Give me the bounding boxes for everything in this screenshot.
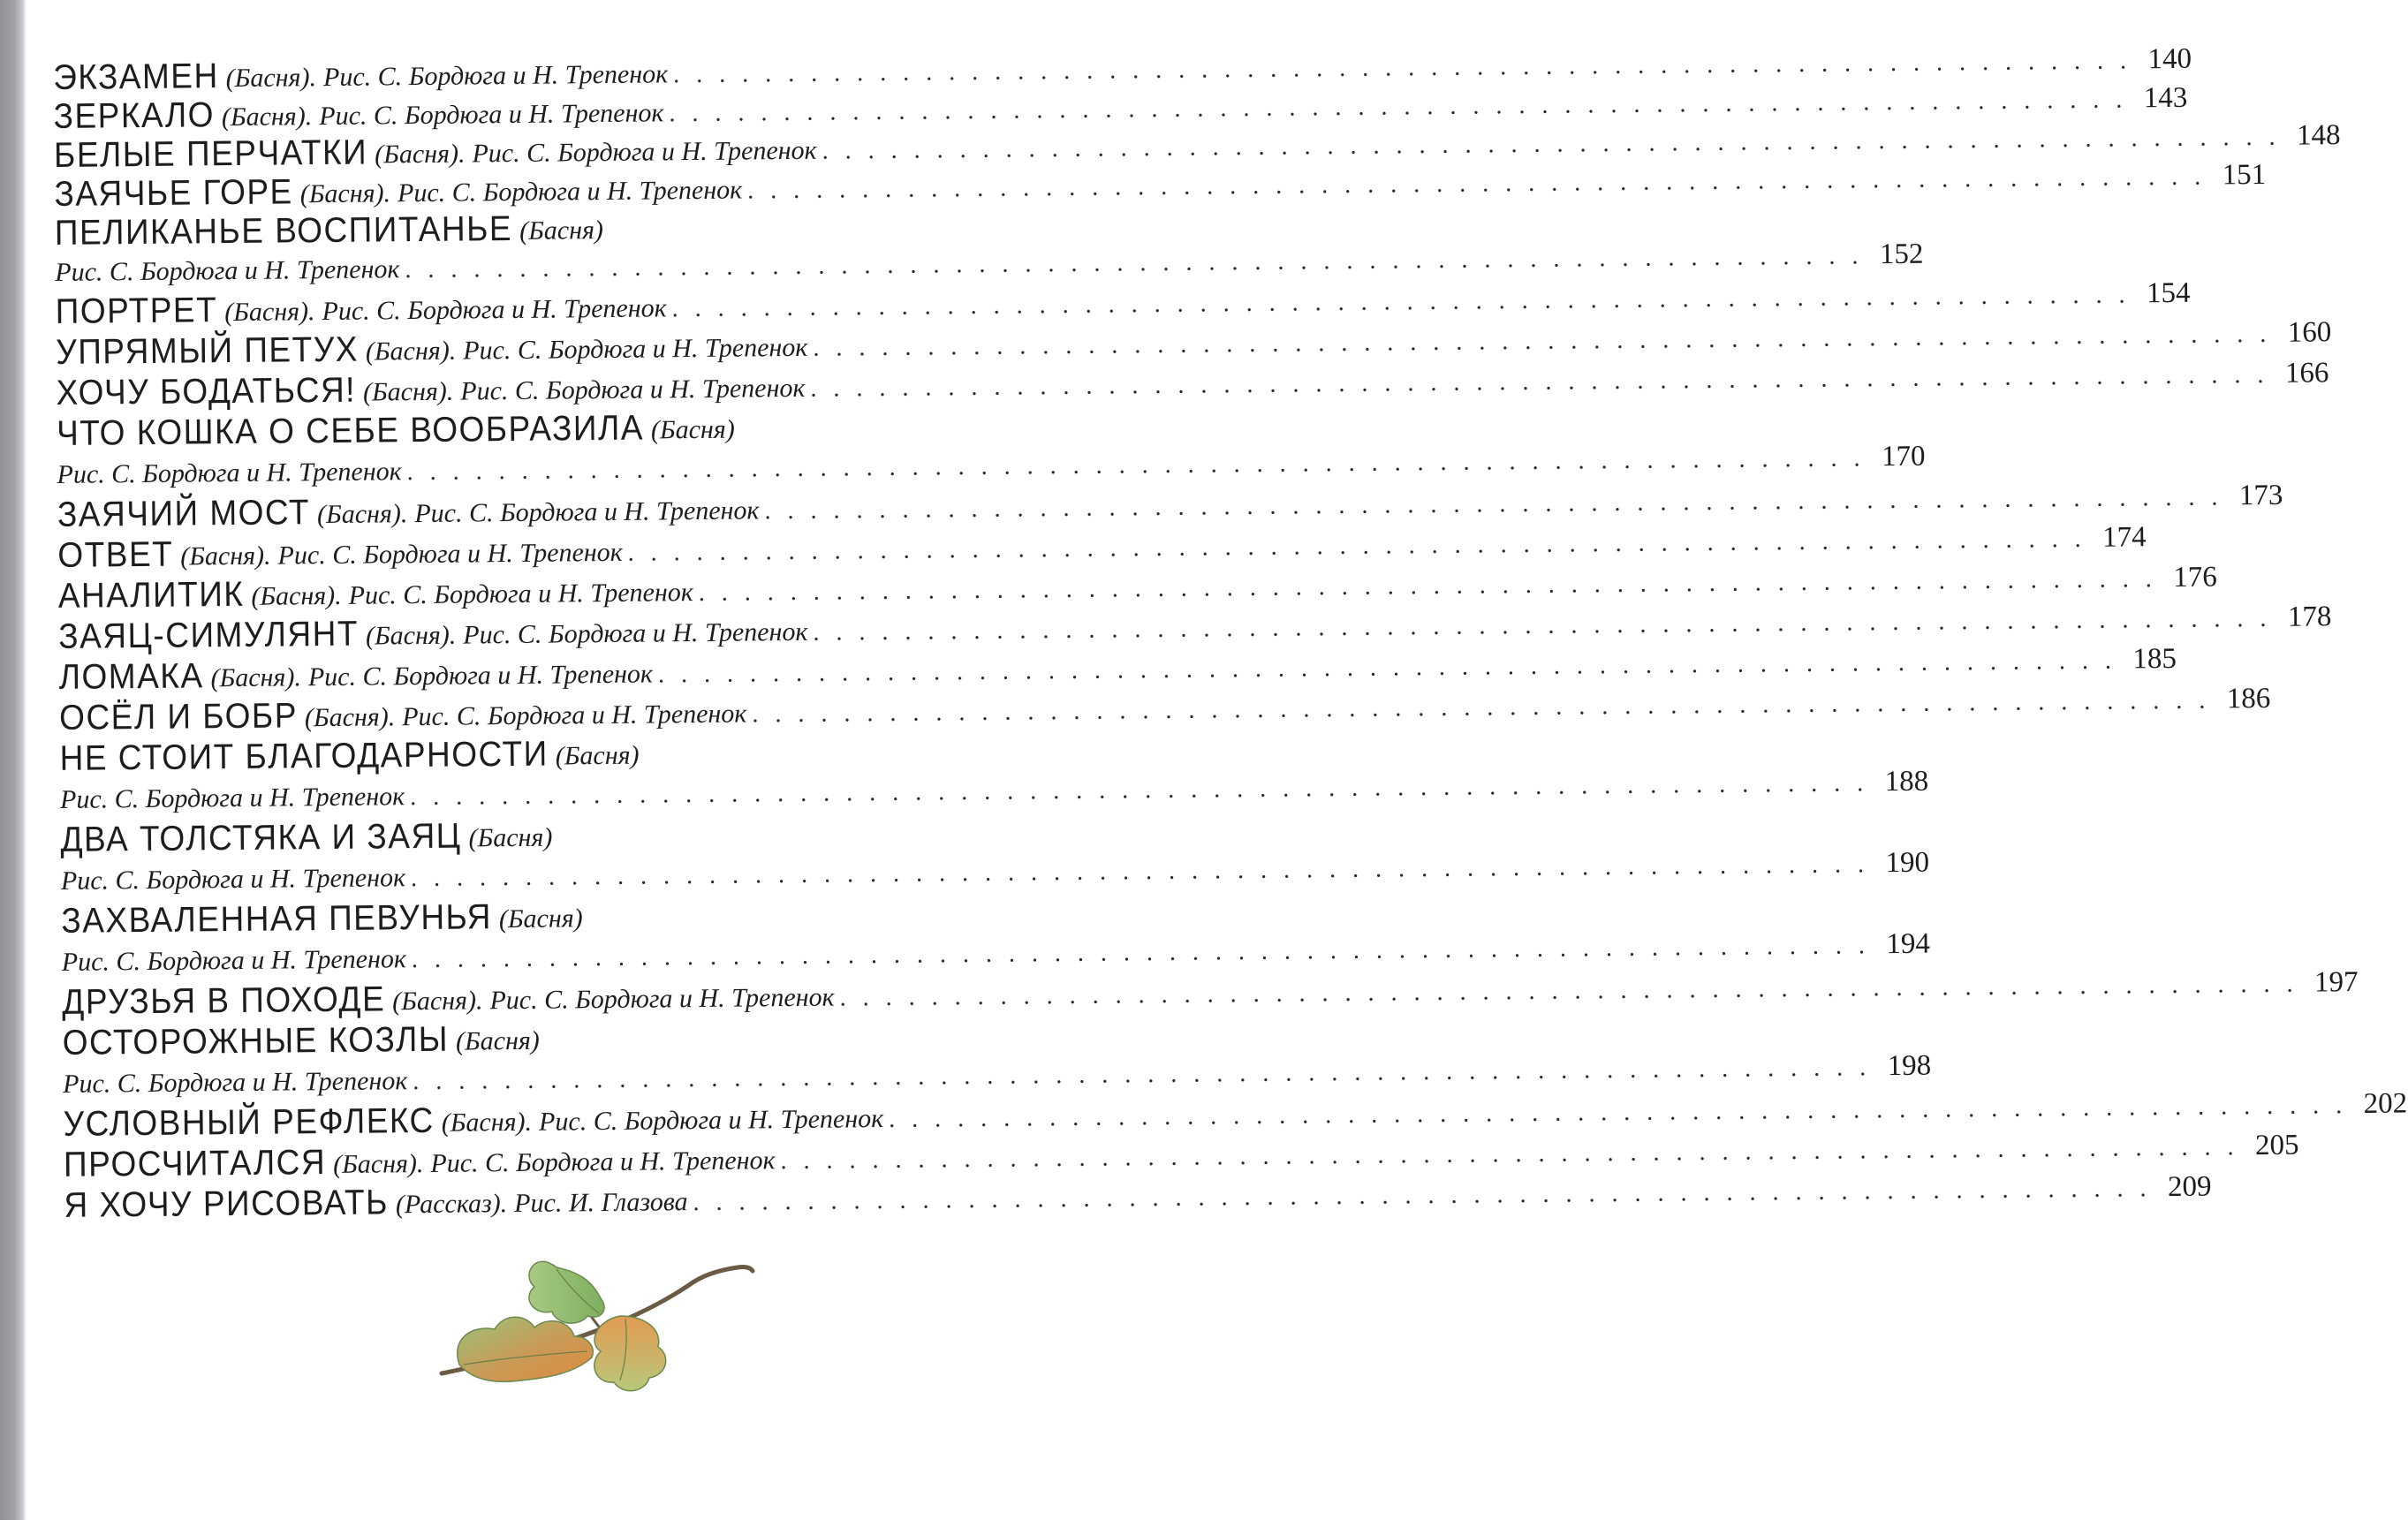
leader-dots: . . . . . . . . . . . . . . . . . . . . . . . . . . . . . . . . . . . . . . . . . . . . . . . . . . . . . . . . . . . . . . . .: [813, 320, 2272, 362]
entry-credit: Рис. С. Бордюга и Н. Трепенок: [55, 254, 400, 287]
entry-credit: Рис. И. Глазова: [514, 1187, 688, 1219]
leader-dots: . . . . . . . . . . . . . . . . . . . . . . . . . . . . . . . . . . . . . . . . . . . . . . . . . . . . . . . . . . . . . . . .: [813, 604, 2272, 647]
leader-dots: . . . . . . . . . . . . . . . . . . . . . . . . . . . . . . . . . . . . . . . . . . . . . . . . . . . . . . . . . . . . . . . .: [410, 851, 1870, 893]
entry-title: НЕ СТОИТ БЛАГОДАРНОСТИ: [59, 733, 549, 778]
oak-leaf: [529, 1261, 604, 1323]
toc-entry: [57, 479, 2283, 535]
oak-leaf: [458, 1317, 594, 1381]
entry-title: ОСЁЛ И БОБР: [58, 695, 299, 737]
table-of-contents: [52, 42, 2408, 1226]
leader-dots: . . . . . . . . . . . . . . . . . . . . . . . . . . . . . . . . . . . . . . . . . . . . . . . . . . . . . . . . . . . . . . . .: [413, 1054, 1872, 1096]
toc-entry: [64, 1170, 2212, 1226]
leader-dots: . . . . . . . . . . . . . . . . . . . . . . . . . . . . . . . . . . . . . . . . . . . . . . . . . . . . . . . . . . . . . . . .: [411, 932, 1871, 974]
entry-page: 151: [2222, 158, 2267, 192]
entry-title: ЗАЯЧЬЕ ГОРЕ: [54, 171, 293, 214]
entry-page: 148: [2296, 119, 2341, 152]
entry-credit: Рис. С. Бордюга и Н. Трепенок: [60, 863, 406, 896]
leader-dots: . . . . . . . . . . . . . . . . . . . . . . . . . . . . . . . . . . . . . . . . . . . . . . . . . . . . . . . . . . . . . . . .: [627, 525, 2086, 567]
entry-page: 209: [2167, 1170, 2212, 1204]
entry-genre: (Басня).: [224, 297, 315, 328]
entry-page: 205: [2254, 1129, 2299, 1162]
entry-title: ЧТО КОШКА О СЕБЕ ВООБРАЗИЛА: [56, 407, 645, 453]
entry-credit: Рис. С. Бордюга и Н. Трепенок: [61, 944, 407, 977]
leader-dots: . . . . . . . . . . . . . . . . . . . . . . . . . . . . . . . . . . . . . . . . . . . . . . . . . . . . . . . . . . . . . . . .: [822, 123, 2281, 165]
entry-page: 202: [2363, 1087, 2408, 1120]
entry-genre: (Басня).: [299, 178, 391, 209]
toc-entry: [54, 158, 2267, 214]
entry-title: УПРЯМЫЙ ПЕТУХ: [55, 329, 360, 372]
entry-title: ЗАЯЧИЙ МОСТ: [57, 492, 311, 534]
toc-entry: [57, 561, 2217, 616]
entry-title: ОТВЕТ: [57, 534, 174, 575]
entry-genre: (Басня).: [316, 499, 408, 530]
entry-page: 190: [1885, 846, 1930, 880]
entry-title: ПОРТРЕТ: [55, 290, 218, 331]
entry-genre: (Басня): [555, 740, 640, 771]
entry-genre: (Басня).: [392, 986, 483, 1017]
leader-dots: . . . . . . . . . . . . . . . . . . . . . . . . . . . . . . . . . . . . . . . . . . . . . . . . . . . . . . . . . . . . . . . .: [693, 1175, 2152, 1217]
entry-page: 174: [2101, 521, 2147, 554]
entry-genre: (Басня): [650, 414, 735, 445]
leader-dots: . . . . . . . . . . . . . . . . . . . . . . . . . . . . . . . . . . . . . . . . . . . . . . . . . . . . . . . . . . . . . . . .: [889, 1092, 2348, 1133]
leader-dots: . . . . . . . . . . . . . . . . . . . . . . . . . . . . . . . . . . . . . . . . . . . . . . . . . . . . . . . . . . . . . . . .: [669, 86, 2128, 128]
entry-page: 198: [1887, 1049, 1932, 1083]
toc-entry: [58, 601, 2332, 657]
leader-dots: . . . . . . . . . . . . . . . . . . . . . . . . . . . . . . . . . . . . . . . . . . . . . . . . . . . . . . . . . . . . . . . .: [810, 360, 2269, 403]
entry-title: ДРУЗЬЯ В ПОХОДЕ: [62, 979, 386, 1022]
entry-title: ЭКЗАМЕН: [52, 56, 219, 97]
entry-credit: Рис. С. Бордюга и Н. Трепенок: [460, 373, 806, 406]
entry-page: 143: [2143, 81, 2188, 115]
entry-genre: (Басня).: [441, 1107, 533, 1138]
toc-entry: [63, 1129, 2299, 1185]
entry-genre: (Басня): [455, 1025, 541, 1056]
entry-credit: Рис. С. Бордюга и Н. Трепенок: [322, 59, 669, 93]
entry-genre: (Басня).: [225, 63, 317, 94]
entry-genre: (Басня).: [365, 336, 457, 367]
entry-page: 186: [2226, 682, 2271, 715]
entry-title: ХОЧУ БОДАТЬСЯ!: [56, 370, 357, 412]
leader-dots: . . . . . . . . . . . . . . . . . . . . . . . . . . . . . . . . . . . . . . . . . . . . . . . . . . . . . . . . . . . . . . . .: [839, 970, 2298, 1012]
oak-leaf: [594, 1316, 666, 1391]
entry-page: 152: [1879, 238, 1924, 271]
entry-page: 140: [2147, 42, 2192, 76]
leader-dots: . . . . . . . . . . . . . . . . . . . . . . . . . . . . . . . . . . . . . . . . . . . . . . . . . . . . . . . . . . . . . . . .: [405, 242, 1864, 284]
entry-credit: Рис. С. Бордюга и Н. Трепенок: [402, 699, 747, 732]
leader-dots: . . . . . . . . . . . . . . . . . . . . . . . . . . . . . . . . . . . . . . . . . . . . . . . . . . . . . . . . . . . . . . . .: [410, 769, 1869, 812]
entry-genre: (Басня).: [304, 702, 396, 733]
leader-dots: . . . . . . . . . . . . . . . . . . . . . . . . . . . . . . . . . . . . . . . . . . . . . . . . . . . . . . . . . . . . . . . .: [698, 565, 2157, 608]
entry-page: 188: [1884, 765, 1929, 798]
book-spine-edge: [0, 0, 27, 1520]
entry-genre: (Басня).: [362, 376, 454, 407]
toc-entry: [62, 965, 2359, 1023]
entry-title: ПРОСЧИТАЛСЯ: [63, 1142, 327, 1184]
entry-genre: (Басня): [498, 904, 583, 934]
entry-credit: Рис. С. Бордюга и Н. Трепенок: [414, 495, 760, 529]
entry-page: 170: [1881, 440, 1926, 473]
entry-title: ЛОМАКА: [58, 655, 204, 697]
entry-credit: Рис. С. Бордюга и Н. Трепенок: [463, 332, 808, 366]
entry-genre: (Басня).: [180, 541, 271, 571]
entry-page: 154: [2146, 276, 2191, 310]
entry-page: 185: [2132, 642, 2177, 676]
entry-genre: (Басня).: [251, 580, 342, 611]
entry-credit: Рис. С. Бордюга и Н. Трепенок: [277, 537, 623, 571]
entry-title: ЗЕРКАЛО: [53, 95, 216, 136]
entry-page: 173: [2238, 479, 2283, 512]
entry-genre: (Басня).: [365, 620, 457, 651]
entry-credit: Рис. С. Бордюга и Н. Трепенок: [489, 982, 835, 1016]
entry-page: 194: [1886, 927, 1931, 961]
entry-title: АНАЛИТИК: [57, 574, 245, 616]
entry-title: ЗАХВАЛЕННАЯ ПЕВУНЬЯ: [61, 896, 493, 941]
entry-genre: (Басня): [519, 216, 604, 246]
entry-credit: Рис. С. Бордюга и Н. Трепенок: [538, 1104, 884, 1137]
entry-credit: Рис. С. Бордюга и Н. Трепенок: [322, 293, 667, 327]
entry-title: Я ХОЧУ РИСОВАТЬ: [64, 1182, 390, 1225]
entry-title: ЗАЯЦ-СИМУЛЯНТ: [58, 614, 360, 656]
entry-genre: (Басня): [468, 822, 553, 853]
entry-page: 166: [2284, 357, 2329, 389]
entry-genre: (Басня).: [221, 102, 313, 132]
leader-dots: . . . . . . . . . . . . . . . . . . . . . . . . . . . . . . . . . . . . . . . . . . . . . . . . . . . . . . . . . . . . . . . .: [657, 647, 2117, 689]
leader-dots: . . . . . . . . . . . . . . . . . . . . . . . . . . . . . . . . . . . . . . . . . . . . . . . . . . . . . . . . . . . . . . . .: [752, 686, 2211, 729]
toc-entry: [63, 1087, 2408, 1145]
leader-dots: . . . . . . . . . . . . . . . . . . . . . . . . . . . . . . . . . . . . . . . . . . . . . . . . . . . . . . . . . . . . . . . .: [671, 281, 2131, 323]
entry-genre: (Басня).: [332, 1149, 424, 1180]
toc-entry: [52, 42, 2192, 97]
entry-credit: Рис. С. Бордюга и Н. Трепенок: [319, 98, 664, 132]
entry-page: 176: [2173, 561, 2217, 594]
entry-title: ПЕЛИКАНЬЕ ВОСПИТАНЬЕ: [54, 208, 513, 253]
entry-title: УСЛОВНЫЙ РЕФЛЕКС: [63, 1100, 435, 1144]
toc-entry: [58, 682, 2271, 738]
entry-page: 160: [2287, 316, 2332, 349]
entry-genre: (Рассказ).: [395, 1189, 508, 1220]
entry-credit: Рис. С. Бордюга и Н. Трепенок: [397, 175, 743, 208]
entry-title: БЕЛЫЕ ПЕРЧАТКИ: [53, 132, 368, 175]
entry-credit: Рис. С. Бордюга и Н. Трепенок: [307, 659, 654, 692]
entry-title: ДВА ТОЛСТЯКА И ЗАЯЦ: [60, 815, 462, 859]
entry-genre: (Басня).: [375, 139, 466, 170]
entry-credit: Рис. С. Бордюга и Н. Трепенок: [430, 1146, 776, 1178]
entry-title: ОСТОРОЖНЫЕ КОЗЛЫ: [62, 1019, 450, 1062]
entry-credit: Рис. С. Бордюга и Н. Трепенок: [62, 1066, 408, 1099]
leader-dots: . . . . . . . . . . . . . . . . . . . . . . . . . . . . . . . . . . . . . . . . . . . . . . . . . . . . . . . . . . . . . . . .: [747, 163, 2207, 205]
leader-dots: . . . . . . . . . . . . . . . . . . . . . . . . . . . . . . . . . . . . . . . . . . . . . . . . . . . . . . . . . . . . . . . .: [673, 47, 2132, 89]
entry-genre: (Басня).: [210, 662, 302, 693]
entry-page: 197: [2313, 965, 2359, 999]
entry-credit: Рис. С. Бордюга и Н. Трепенок: [472, 135, 817, 169]
entry-credit: Рис. С. Бордюга и Н. Трепенок: [348, 578, 693, 610]
leader-dots: . . . . . . . . . . . . . . . . . . . . . . . . . . . . . . . . . . . . . . . . . . . . . . . . . . . . . . . . . . . . . . . .: [406, 444, 1866, 487]
entry-credit: Рис. С. Бордюга и Н. Трепенок: [463, 616, 808, 650]
entry-credit: Рис. С. Бордюга и Н. Трепенок: [57, 457, 402, 489]
entry-credit: Рис. С. Бордюга и Н. Трепенок: [59, 782, 405, 814]
entry-page: 178: [2287, 601, 2332, 633]
leader-dots: . . . . . . . . . . . . . . . . . . . . . . . . . . . . . . . . . . . . . . . . . . . . . . . . . . . . . . . . . . . . . . . .: [780, 1133, 2239, 1176]
oak-branch-illustration: [424, 1232, 760, 1400]
leader-dots: . . . . . . . . . . . . . . . . . . . . . . . . . . . . . . . . . . . . . . . . . . . . . . . . . . . . . . . . . . . . . . . .: [764, 483, 2223, 526]
